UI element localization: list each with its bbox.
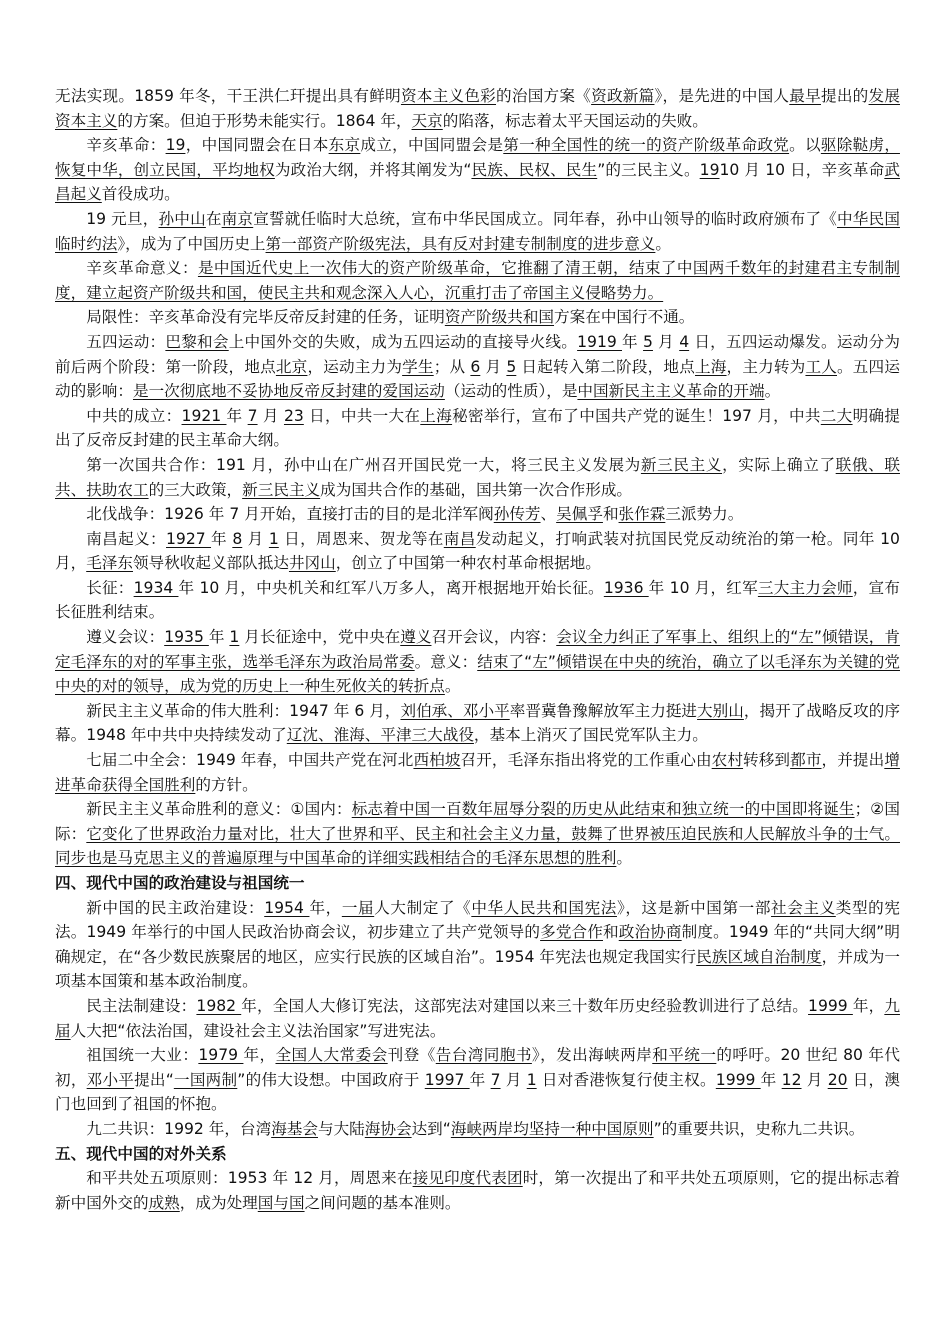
key-term: 1999: [808, 996, 853, 1015]
key-term: 巴黎和会: [165, 332, 229, 351]
text-run: ，并提出: [821, 751, 885, 770]
key-term: 是中国近代史上一次伟大的资产阶级革命，它推翻了清王朝，结束了中国两千数年的封建君主专制制度，建立起资产阶级共和国，使民主共和观念深入人心，沉重打击了帝国主义侵略势力。: [55, 259, 900, 302]
text-run: 南昌起义：: [86, 529, 167, 548]
text-run: 》，是先进的中国人: [654, 87, 790, 105]
text-run: 》，成为了中国历史上: [117, 234, 266, 253]
text-run: 转移到: [743, 751, 791, 770]
text-run: 三派势力。: [665, 505, 744, 524]
text-run: 年: [469, 1070, 491, 1089]
text-run: 提出的: [820, 87, 869, 105]
text-run: 的方针。: [195, 775, 258, 794]
key-term: 资本主义色彩: [400, 87, 497, 105]
text-run: 。以: [789, 136, 821, 155]
text-run: 10 月 10 日，辛亥革命: [719, 160, 885, 179]
key-term: 海协会: [364, 1119, 412, 1138]
text-run: 与大陆: [317, 1119, 365, 1138]
text-run: 秘密举行，宣布了中国共产党的诞生！197 月，中共: [452, 406, 821, 425]
key-term: 驱除鞑虏，恢复中华，创立民国，平均地权: [55, 136, 900, 179]
text-run: 刊登《: [387, 1046, 436, 1065]
text-run: 和平共处五项原则：1953 年 12 月，周恩来在: [86, 1169, 413, 1188]
text-run: ”的重要共识，史称九二共识。: [653, 1119, 865, 1138]
text-run: 的方案。但迫于形势未能实行。1864 年，: [117, 111, 412, 130]
key-term: 4: [679, 332, 690, 351]
key-term: 孙传芳: [493, 505, 541, 524]
key-term: 5: [643, 332, 653, 351]
key-term: 全国人大常委会: [275, 1046, 388, 1065]
paragraph: [55, 256, 900, 305]
text-run: 无法实现。1859 年冬，干王洪仁玕提出具有鲜明: [55, 87, 401, 105]
text-run: 日，中共一大在: [303, 406, 421, 425]
text-run: 年: [622, 332, 644, 351]
key-term: 20: [827, 1070, 848, 1089]
text-run: 辛亥革命：: [86, 136, 166, 155]
paragraph: [55, 625, 900, 699]
key-term: 新三民主义: [242, 480, 321, 499]
text-run: 在: [205, 209, 222, 228]
key-term: 1979: [198, 1046, 244, 1065]
text-run: 日，五四运动爆发。运动分为前后两个阶段：第一阶段，地点: [55, 332, 900, 376]
paragraph: [55, 797, 900, 871]
key-term: 中华人民共和国宪法: [471, 898, 617, 917]
text-run: 。: [616, 849, 632, 868]
text-run: 年 10 月，中央机关和红军八万多人，离开根据地开始长征。: [178, 578, 604, 597]
paragraph: [55, 699, 900, 748]
text-run: 。: [655, 234, 671, 253]
text-run: 制度。1949 年的“共同大纲”明确规定，在“各少数民族聚居的地区，应实行民族的区域自治”。1954 年宪法也规定我国实行: [55, 923, 900, 966]
key-term: 12: [781, 1070, 802, 1089]
key-term: 19: [699, 160, 720, 179]
text-run: 年 10 月，红军: [648, 578, 758, 597]
text-run: 人大制定了《: [374, 898, 472, 917]
text-run: 为政治大纲，并将其阐发为“: [274, 160, 472, 179]
key-term: 发展资本主义: [55, 87, 900, 130]
key-term: 大别山: [697, 701, 744, 720]
key-term: 南昌: [443, 529, 476, 548]
text-run: 年: [760, 1070, 782, 1089]
key-term: 吴佩孚: [556, 505, 603, 524]
text-run: ，宣布长征胜利结束。: [55, 578, 900, 622]
text-run: ，基本上消灭了国民党军队主力。: [473, 726, 708, 745]
key-term: 最早: [789, 87, 821, 105]
key-term: 国与国: [257, 1193, 305, 1212]
key-term: 19: [165, 136, 186, 155]
text-run: 。: [764, 382, 781, 401]
document-body: [55, 84, 900, 1215]
key-term: 1919: [577, 332, 622, 351]
text-run: 年: [211, 529, 233, 548]
key-term: 农村: [711, 751, 744, 770]
key-term: 三大主力会师: [757, 578, 853, 597]
key-term: 海基会: [271, 1119, 318, 1138]
text-run: ，并成为一项基本国策和基本政治制度。: [55, 947, 900, 991]
paragraph: [55, 1166, 900, 1215]
text-run: （运动的性质），是: [444, 382, 578, 401]
key-term: 邓小平: [86, 1070, 135, 1089]
key-term: 1: [229, 628, 240, 647]
key-term: 联俄、联共、扶助农工: [55, 455, 900, 499]
text-run: 成为国共合作的基础，国共第一次合作形成。: [320, 480, 633, 499]
paragraph: [55, 404, 900, 453]
text-run: 发动起义，打响武装对抗国民党反动统治的第一枪。同年 10 月，: [55, 529, 900, 573]
text-run: 日，澳门也回到了祖国的怀抱。: [55, 1070, 900, 1114]
key-term: 是一次彻底地不妥协地反帝反封建的爱国运动: [132, 382, 445, 401]
text-run: 的呼吁。20 世纪 80 年代初，: [55, 1046, 900, 1089]
text-run: 19 元旦，: [86, 209, 159, 228]
key-term: 辽沈、淮海、平津三大战役: [286, 726, 474, 745]
key-term: 第一部资产阶级宪法，具有反对封建专制制度的进步意义: [265, 234, 656, 253]
text-run: 类型的宪法。1949 年举行的中国人民政治协商会议，初步建立了共产党领导的: [55, 898, 900, 942]
key-term: 民族区域自治制度: [696, 947, 822, 966]
text-run: 五四运动：: [86, 332, 166, 351]
key-term: 南京: [221, 209, 254, 228]
key-term: 1999: [715, 1070, 761, 1089]
key-term: 毛泽东: [86, 554, 133, 573]
text-run: 年，: [852, 996, 885, 1015]
paragraph: [55, 84, 900, 133]
paragraph: [55, 330, 900, 404]
paragraph: [55, 896, 900, 994]
text-run: 》，发出海峡两岸: [531, 1046, 653, 1065]
key-term: 一届: [341, 898, 375, 917]
key-term: 接见印度代表团: [412, 1169, 523, 1188]
key-term: 增进革命获得全国胜利: [55, 751, 900, 794]
key-term: 海峡两岸均坚持一种中国原则: [450, 1119, 654, 1138]
text-run: 年: [208, 628, 230, 647]
text-run: 日起转入第二阶段，地点: [516, 357, 695, 376]
key-term: 西柏坡: [413, 751, 461, 770]
key-term: 和平统一: [652, 1046, 717, 1065]
text-run: 达到“: [411, 1119, 451, 1138]
key-term: 东京: [328, 136, 361, 155]
text-run: 的陷落，标志着太平天国运动的失败。: [442, 111, 708, 130]
key-term: 1927: [166, 529, 212, 548]
key-term: 7: [247, 406, 258, 425]
text-run: 召开，毛泽东指出将党的工作重心由: [460, 751, 712, 770]
paragraph: [55, 1043, 900, 1117]
text-run: 遵义会议：: [86, 628, 165, 647]
key-term: 北京: [275, 357, 308, 376]
key-term: 九届: [55, 996, 900, 1040]
text-run: 日，周恩来、贺龙等在: [278, 529, 444, 548]
text-run: ，成为处理: [179, 1193, 258, 1212]
text-run: 、: [540, 505, 557, 524]
key-term: 学生: [402, 357, 434, 376]
key-term: 上海: [694, 357, 727, 376]
key-term: 刘伯承、邓小平: [400, 701, 510, 720]
key-term: 民族、民权、民生: [471, 160, 598, 179]
text-run: 之间问题的基本准则。: [304, 1193, 461, 1212]
key-term: 1997: [424, 1070, 470, 1089]
text-run: 。意义：: [414, 652, 478, 671]
key-term: 1936: [603, 578, 649, 597]
key-term: 新三民主义: [640, 455, 723, 474]
paragraph: [55, 207, 900, 256]
text-run: ，运动主力为: [307, 357, 403, 376]
text-run: 新中国的民主政治建设：: [86, 898, 265, 917]
key-term: 它变化了世界政治力量对比，壮大了世界和平、民主和社会主义力量，鼓舞了世界被压迫民族和人民解放斗争的士气。同步也是马克思主义的普遍原理与中国革命的详细实践相结合的毛泽东思想的胜利: [55, 824, 900, 868]
text-run: 民主法制建设：: [86, 996, 197, 1015]
paragraph: [55, 133, 900, 207]
text-run: ；从: [433, 357, 471, 376]
paragraph: [55, 527, 900, 576]
text-run: 九二共识：1992 年，台湾: [86, 1119, 272, 1138]
key-term: 二大: [820, 406, 853, 425]
key-term: 结束了“左”倾错误在中央的统治，确立了以毛泽东为关键的党中央的对的领导，成为党的历史上一种生死攸关的转折点: [55, 652, 900, 696]
key-term: 会议全力纠正了军事上、组织上的“左”倾错误，肯定毛泽东的对的军事主张，选举毛泽东为政治局常委: [55, 628, 900, 671]
key-term: 6: [470, 357, 481, 376]
text-run: 。: [444, 677, 461, 696]
paragraph: [55, 994, 900, 1043]
key-term: 资政新篇: [591, 87, 655, 105]
text-run: ，创立了中国第一种农村革命根据地。: [335, 554, 601, 573]
text-run: 提出“: [134, 1070, 174, 1089]
text-run: 年，全国人大修订宪法，这部宪法对建国以来三十数年历史经验教训进行了总结。: [241, 996, 809, 1015]
key-term: 1: [268, 529, 279, 548]
text-run: 率晋冀鲁豫解放军主力挺进: [509, 701, 698, 720]
key-term: 一国两制: [173, 1070, 238, 1089]
key-term: 1: [526, 1070, 537, 1089]
text-run: 和: [602, 505, 619, 524]
text-run: 年，: [309, 898, 342, 917]
key-term: 遵义: [400, 628, 432, 647]
text-run: 和: [603, 923, 619, 942]
paragraph: [55, 305, 900, 330]
text-run: ，实际上确立了: [722, 455, 836, 474]
text-run: 月长征途中，党中央在: [239, 628, 401, 647]
key-term: 多党合作: [540, 923, 603, 942]
text-run: 。五四运动的影响：: [55, 357, 900, 401]
text-run: 月: [480, 357, 507, 376]
text-run: 月: [257, 406, 284, 425]
text-run: 局限性：辛亥革命没有完毕反帝反封建的任务，证明: [86, 308, 445, 327]
text-run: ；②国际：: [55, 800, 900, 843]
text-run: 新民主主义革命胜利的意义：①国内：: [86, 800, 352, 819]
key-term: 23: [283, 406, 304, 425]
text-run: ，主力转为: [726, 357, 806, 376]
key-term: 武昌起义: [55, 160, 900, 204]
key-term: 8: [232, 529, 243, 548]
text-run: 宣誓就任临时大总统，宣布中华民国成立。同年春，孙中山领导的临时政府颁布了《: [253, 209, 838, 228]
text-run: ”的伟大设想。中国政府于: [237, 1070, 425, 1089]
key-term: 中国新民主主义革命的开端: [577, 382, 765, 401]
text-run: 》，这是新中国第一部: [616, 898, 772, 917]
key-term: 5: [506, 357, 517, 376]
key-term: 资产阶级共和国: [444, 308, 555, 327]
key-term: 社会主义: [771, 898, 836, 917]
text-run: 月: [242, 529, 269, 548]
text-run: 日对香港恢复行使主权。: [536, 1070, 716, 1089]
key-term: 工人: [805, 357, 837, 376]
key-term: 都市: [790, 751, 822, 770]
key-term: 张作霖: [618, 505, 666, 524]
text-run: 成立，中国同盟会是: [360, 136, 504, 155]
text-run: 首役成功。: [101, 185, 180, 204]
key-term: 告台湾同胞书: [435, 1046, 532, 1065]
text-run: 北伐战争：1926 年 7 月开始，直接打击的目的是北洋军阀: [86, 505, 494, 524]
text-run: 祖国统一大业：: [86, 1046, 199, 1065]
text-run: 中共的成立：: [86, 406, 182, 425]
key-term: 孙中山: [158, 209, 206, 228]
text-run: 年: [226, 406, 248, 425]
text-run: 方案在中国行不通。: [554, 308, 695, 327]
text-run: ，中国同盟会在日本: [185, 136, 329, 155]
section-heading: 五、现代中国的对外关系: [55, 1144, 227, 1163]
text-run: ”的三民主义。: [597, 160, 700, 179]
text-run: 的治国方案《: [496, 87, 592, 105]
key-term: 成熟: [148, 1193, 180, 1212]
text-run: 新民主主义革命的伟大胜利：1947 年 6 月，: [86, 701, 401, 720]
paragraph: [55, 576, 900, 625]
key-term: 上海: [420, 406, 453, 425]
key-term: 中华民国临时约法: [55, 209, 900, 253]
text-run: 年，: [243, 1046, 276, 1065]
key-term: 1935: [164, 628, 209, 647]
text-run: 月: [500, 1070, 527, 1089]
text-run: 辛亥革命意义：: [86, 259, 198, 278]
key-term: 1982: [196, 996, 242, 1015]
key-term: 标志着中国一百数年屈辱分裂的历史从此结束和独立统一的中国即将诞生: [351, 800, 855, 819]
key-term: 7: [490, 1070, 501, 1089]
paragraph: [55, 1117, 900, 1142]
key-term: 1954: [264, 898, 310, 917]
key-term: 政治协商: [618, 923, 682, 942]
key-term: 1934: [133, 578, 179, 597]
text-run: 的三大政策，: [148, 480, 243, 499]
paragraph: [55, 748, 900, 797]
section-heading: 四、现代中国的政治建设与祖国统一: [55, 874, 305, 892]
text-run: 月: [801, 1070, 828, 1089]
text-run: 上中国外交的失败，成为五四运动的直接导火线。: [228, 332, 578, 351]
key-term: 1921: [181, 406, 227, 425]
text-run: 时，第一次提出了和平共处五项原则，它的提出标志着新中国外交的: [55, 1169, 900, 1212]
key-term: 井冈山: [288, 554, 336, 573]
text-run: 七届二中全会：1949 年春，中国共产党在河北: [86, 751, 414, 770]
key-term: 天京: [411, 111, 443, 130]
text-run: 明确提出了反帝反封建的民主革命大纲。: [55, 406, 900, 450]
text-run: 领导秋收起义部队抵达: [133, 554, 289, 573]
paragraph: [55, 502, 900, 527]
key-term: 第一种全国性的统一的资产阶级革命政党: [503, 136, 790, 155]
text-run: 召开会议，内容：: [431, 628, 557, 647]
text-run: 第一次国共合作：191 月，孙中山在广州召开国民党一大，将三民主义发展为: [86, 455, 641, 474]
text-run: 长征：: [86, 578, 134, 597]
paragraph: [55, 453, 900, 502]
text-run: ，揭开了战略反攻的序幕。1948 年中共中央持续发动了: [55, 701, 900, 745]
text-run: 人大把“依法治国，建设社会主义法治国家”写进宪法。: [70, 1021, 446, 1040]
text-run: 月: [652, 332, 680, 351]
